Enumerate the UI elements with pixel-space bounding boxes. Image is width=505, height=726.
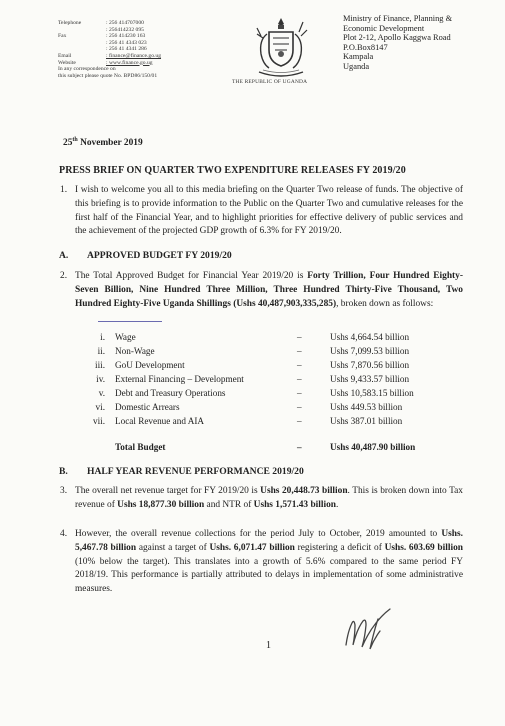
document-date: 25th November 2019 [63,137,143,149]
row-dash: – [297,360,302,370]
row-description: Non-Wage [115,346,155,356]
paragraph-1 [60,184,463,239]
ministry-line-6: Uganda [343,61,370,71]
paragraph-number: 1. [60,185,68,195]
contact-block [58,20,161,79]
paragraph-number: 3. [60,486,68,496]
document-title: PRESS BRIEF ON QUARTER TWO EXPENDITURE RELEASES FY 2019/20 [59,165,406,176]
fax-3: : 256 41 4341 286 [106,46,147,53]
total-dash: – [297,442,302,452]
paragraph-number: 2. [60,271,68,281]
total-label: Total Budget [115,442,166,452]
email-label: Email [58,52,72,59]
telephone-1: : 256 414707000 [106,20,144,26]
table-total-row [85,442,435,454]
row-dash: – [297,402,302,412]
website-link[interactable]: : www.finance.go.ug [106,59,153,66]
table-row [85,374,435,386]
paragraph-2: 2. The Total Approved Budget for Financial Year 2019/20 is Forty Trillion, Four Hundred Eighty-Seven Billion, Nine Hundred Three Million, Three Hundred Thirty-Five Thousand, Two Hundred Eighty-Five Uganda Shillings (Ushs 40,487,903,335,285), broken down as follows: [60,271,463,309]
handwritten-underline [98,321,162,322]
row-amount: Ushs 4,664.54 billion [330,332,410,342]
republic-caption: THE REPUBLIC OF UGANDA [232,79,308,85]
fax-label: Fax [58,33,67,40]
coat-of-arms-icon [251,16,311,80]
paragraph-4: 4. However, the overall revenue collections for the period July to October, 2019 amounted to Ushs. 5,467.78 billion against a target of Ushs. 6,071.47 billion registering a deficit of Ushs. 603.69 billion (10% below the target). This translates into a growth of 5.6% compared to the same period FY 2018/19. This performance is partially attributed to delays in implementation of some administrative measures. [60,529,463,595]
row-number: iii. [95,360,105,370]
row-description: Debt and Treasury Operations [115,388,226,398]
row-description: Wage [115,332,136,342]
row-number: i. [100,332,105,342]
row-dash: – [297,388,302,398]
website-label: Website [58,59,76,66]
table-row [85,346,435,358]
fax-1: : 256 414230 163 [106,33,146,40]
row-dash: – [297,416,302,426]
paragraph-3: 3. The overall net revenue target for FY 2019/20 is Ushs 20,448.73 billion. This is broken down into Tax revenue of Ushs 18,877.30 billion and NTR of Ushs 1,571.43 billion. [60,486,463,510]
row-amount: Ushs 7,870.56 billion [330,360,410,370]
row-description: Local Revenue and AIA [115,416,205,426]
row-dash: – [297,346,302,356]
total-amount: Ushs 40,487.90 billion [330,442,416,452]
table-row [85,332,435,344]
telephone-2: : 256414232 095 [106,26,144,33]
page-number: 1 [266,640,271,651]
ministry-line-1: Ministry of Finance, Planning & [343,14,453,23]
row-amount: Ushs 7,099.53 billion [330,346,410,356]
correspondence-note-2: this subject please quote No. BPD86/150/01 [58,72,158,79]
row-amount: Ushs 449.53 billion [330,402,403,412]
ministry-line-3: Plot 2-12, Apollo Kaggwa Road [343,33,451,43]
table-row [85,388,435,400]
row-description: Domestic Arrears [115,402,180,412]
row-description: External Financing – Development [115,374,244,384]
telephone-label: Telephone [58,20,82,26]
ministry-line-2: Economic Development [343,23,425,33]
correspondence-note-1: In any correspondence on [58,66,116,73]
email-link[interactable]: : finance@finance.go.ug [106,52,162,59]
row-number: iv. [96,374,105,384]
table-row [85,402,435,414]
total-budget-words: Forty Trillion, Four Hundred Eighty-Seven Billion, Nine Hundred Three Million, Three Hundred Thirty-Five Thousand, Two Hundred Eighty-Five Uganda Shillings (Ushs 40,487,903,335,285) [75,271,463,309]
row-dash: – [297,374,302,384]
row-number: vii. [93,416,105,426]
fax-2: : 256 41 4343 023 [106,39,147,46]
row-description: GoU Development [115,360,185,370]
ministry-line-5: Kampala [343,52,374,62]
row-amount: Ushs 387.01 billion [330,416,403,426]
row-number: v. [98,388,105,398]
paragraph-number: 4. [60,529,68,539]
handwritten-initials [338,605,418,655]
ministry-line-4: P.O.Box8147 [343,42,388,52]
row-amount: Ushs 9,433.57 billion [330,374,410,384]
ministry-address [343,14,493,72]
paragraph-text: I wish to welcome you all to this media briefing on the Quarter Two release of funds. The objective of this briefing is to provide information to the Public on the Quarter Two and cumulative releases for the first half of the Financial Year, and to highlight priorities for effective delivery of public services and the achievement of the projected GDP growth of 6.3% for FY 2019/20. [75,185,463,237]
table-row [85,416,435,428]
row-number: vi. [95,402,105,412]
row-dash: – [297,332,302,342]
row-amount: Ushs 10,583.15 billion [330,388,414,398]
row-number: ii. [97,346,105,356]
table-row [85,360,435,372]
